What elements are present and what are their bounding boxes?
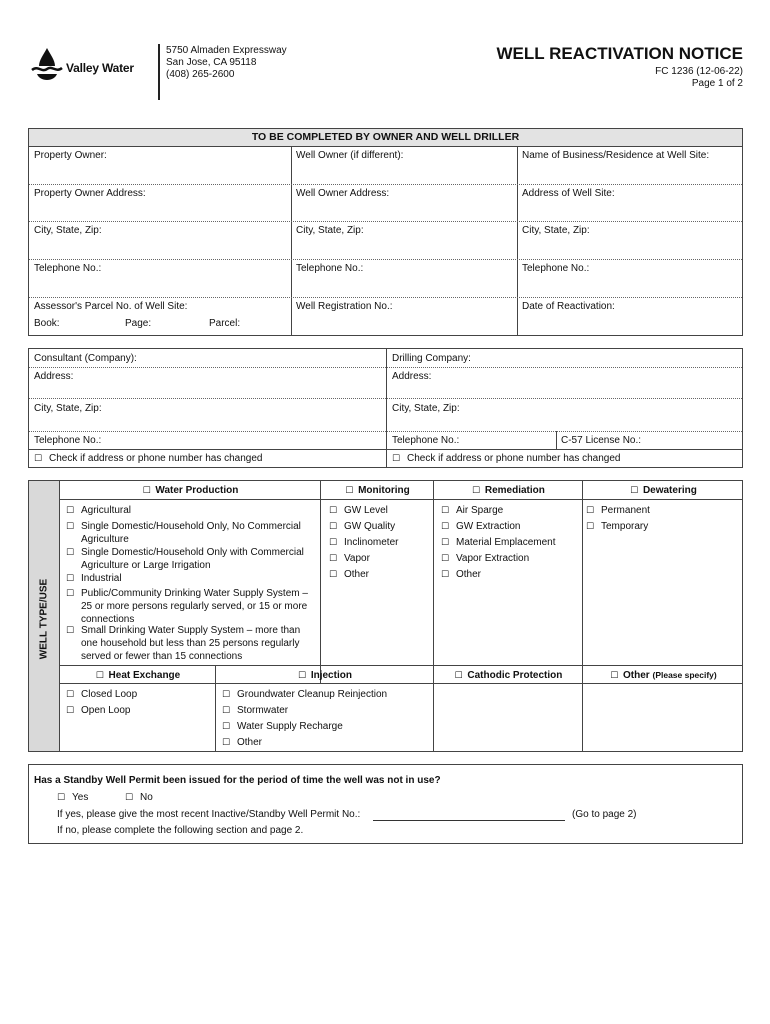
checkbox-icon: ☐ [472,486,481,496]
address-line-2: San Jose, CA 95118 [166,57,257,68]
address-line-1: 5750 Almaden Expressway [166,45,287,56]
license-field[interactable]: C-57 License No.: [561,435,642,446]
owner-city-field[interactable]: City, State, Zip: [34,225,102,236]
driller-changed-checkbox[interactable]: ☐ Check if address or phone number has changed [392,453,621,464]
rem-item-material-emplacement[interactable]: ☐ Material Emplacement [441,537,556,548]
standby-permit-section [28,764,743,844]
owner-driller-section [28,128,743,336]
checkbox-icon: ☐ [222,690,231,700]
heat-exchange-heading[interactable]: ☐ Heat Exchange [95,670,181,681]
mon-item-inclinometer[interactable]: ☐ Inclinometer [329,537,399,548]
form-title: WELL REACTIVATION NOTICE [496,44,743,63]
checkbox-icon: ☐ [142,486,151,496]
checkbox-icon: ☐ [329,554,338,564]
driller-address-field[interactable]: Address: [392,371,432,382]
wp-item-small-supply[interactable]: ☐ Small Drinking Water Supply System – more than one household but less than 25 persons regularly served or fewer than 15 connections [66,625,301,662]
checkbox-icon: ☐ [222,706,231,716]
checkbox-icon: ☐ [34,454,43,464]
remediation-heading[interactable]: ☐ Remediation [472,485,545,496]
checkbox-icon: ☐ [66,706,75,716]
driller-phone-field[interactable]: Telephone No.: [392,435,460,446]
checkbox-icon: ☐ [66,574,75,584]
checkbox-icon: ☐ [329,522,338,532]
parcel-field[interactable]: Parcel: [209,318,241,329]
dewatering-heading[interactable]: ☐ Dewatering [630,485,697,496]
reactivation-date-field[interactable]: Date of Reactivation: [522,301,615,312]
wp-item-public-supply[interactable]: ☐ Public/Community Drinking Water Supply System – 25 or more persons regularly served, or 15 or more connections [66,588,308,625]
checkbox-icon: ☐ [95,671,104,681]
rem-item-vapor-extraction[interactable]: ☐ Vapor Extraction [441,553,530,564]
standby-if-no: If no, please complete the following section and page 2. [57,825,304,836]
standby-no-checkbox[interactable]: ☐ No [125,792,153,803]
header-divider [158,44,160,100]
valley-water-logo [30,46,150,86]
checkbox-icon: ☐ [586,522,595,532]
water-production-heading[interactable]: ☐ Water Production [142,485,239,496]
inj-item-other[interactable]: ☐ Other [222,737,263,748]
well-owner-phone-field[interactable]: Telephone No.: [296,263,364,274]
checkbox-icon: ☐ [66,522,75,532]
well-site-address-field[interactable]: Address of Well Site: [522,188,615,199]
owner-section-heading: TO BE COMPLETED BY OWNER AND WELL DRILLER [29,129,742,147]
consultant-phone-field[interactable]: Telephone No.: [34,435,102,446]
checkbox-icon: ☐ [586,506,595,516]
checkbox-icon: ☐ [329,506,338,516]
checkbox-icon: ☐ [298,671,307,681]
logo-text: Valley Water [66,61,134,75]
consultant-changed-checkbox[interactable]: ☐ Check if address or phone number has changed [34,453,263,464]
heat-item-closed-loop[interactable]: ☐ Closed Loop [66,689,138,700]
mon-item-gw-level[interactable]: ☐ GW Level [329,505,388,516]
monitoring-heading[interactable]: ☐ Monitoring [345,485,410,496]
injection-heading[interactable]: ☐ Injection [298,670,352,681]
checkbox-icon: ☐ [441,538,450,548]
checkbox-icon: ☐ [454,671,463,681]
driller-city-field[interactable]: City, State, Zip: [392,403,460,414]
checkbox-icon: ☐ [441,522,450,532]
checkbox-icon: ☐ [222,722,231,732]
inj-item-recharge[interactable]: ☐ Water Supply Recharge [222,721,343,732]
checkbox-icon: ☐ [392,454,401,464]
checkbox-icon: ☐ [610,671,619,681]
agency-phone: (408) 265-2600 [166,69,235,80]
inj-item-cleanup[interactable]: ☐ Groundwater Cleanup Reinjection [222,689,388,700]
agency-address [166,45,287,81]
cathodic-protection-heading[interactable]: ☐ Cathodic Protection [454,670,563,681]
other-heading[interactable]: ☐ Other (Please specify) [610,670,717,681]
parcel-number-field[interactable]: Assessor's Parcel No. of Well Site: [34,301,188,312]
well-registration-field[interactable]: Well Registration No.: [296,301,393,312]
heat-item-open-loop[interactable]: ☐ Open Loop [66,705,131,716]
checkbox-icon: ☐ [66,626,75,636]
checkbox-icon: ☐ [441,506,450,516]
checkbox-icon: ☐ [125,793,134,803]
standby-yes-checkbox[interactable]: ☐ Yes [57,792,89,803]
consultant-city-field[interactable]: City, State, Zip: [34,403,102,414]
mon-item-other[interactable]: ☐ Other [329,569,370,580]
rem-item-air-sparge[interactable]: ☐ Air Sparge [441,505,504,516]
well-type-side-panel [29,481,60,751]
checkbox-icon: ☐ [66,548,75,558]
dew-item-permanent[interactable]: ☐ Permanent [586,505,650,516]
well-site-city-field[interactable]: City, State, Zip: [522,225,590,236]
checkbox-icon: ☐ [441,570,450,580]
inj-item-stormwater[interactable]: ☐ Stormwater [222,705,289,716]
standby-if-yes: If yes, please give the most recent Inactive/Standby Well Permit No.: [57,809,361,820]
wp-item-industrial[interactable]: ☐ Industrial [66,573,122,584]
checkbox-icon: ☐ [222,738,231,748]
consultant-field[interactable]: Consultant (Company): [34,353,137,364]
checkbox-icon: ☐ [57,793,66,803]
business-name-field[interactable]: Name of Business/Residence at Well Site: [522,150,710,161]
drilling-company-field[interactable]: Drilling Company: [392,353,471,364]
mon-item-vapor[interactable]: ☐ Vapor [329,553,370,564]
checkbox-icon: ☐ [66,690,75,700]
goto-page-2: (Go to page 2) [572,809,637,820]
form-code: FC 1236 (12-06-22) [655,66,743,77]
well-type-section [28,480,743,752]
checkbox-icon: ☐ [329,538,338,548]
checkbox-icon: ☐ [329,570,338,580]
checkbox-icon: ☐ [345,486,354,496]
checkbox-icon: ☐ [66,506,75,516]
well-owner-address-field[interactable]: Well Owner Address: [296,188,390,199]
rem-item-gw-extraction[interactable]: ☐ GW Extraction [441,521,521,532]
property-owner-address-field[interactable]: Property Owner Address: [34,188,146,199]
page-number: Page 1 of 2 [691,78,743,89]
standby-question: Has a Standby Well Permit been issued for the period of time the well was not in use? [34,775,441,786]
checkbox-icon: ☐ [66,589,75,599]
wp-item-single-domestic[interactable]: ☐ Single Domestic/Household Only, No Commercial Agriculture [66,521,301,545]
consultant-driller-section [28,348,743,468]
rem-item-other[interactable]: ☐ Other [441,569,482,580]
dew-item-temporary[interactable]: ☐ Temporary [586,521,649,532]
consultant-address-field[interactable]: Address: [34,371,74,382]
checkbox-icon: ☐ [441,554,450,564]
wp-item-domestic-commercial[interactable]: ☐ Single Domestic/Household Only with Commercial Agriculture or Large Irrigation [66,547,304,571]
page-field[interactable]: Page: [125,318,152,329]
standby-permit-number-field[interactable] [373,820,565,821]
checkbox-icon: ☐ [630,486,639,496]
wp-item-agricultural[interactable]: ☐ Agricultural [66,505,132,516]
owner-phone-field[interactable]: Telephone No.: [34,263,102,274]
well-site-phone-field[interactable]: Telephone No.: [522,263,590,274]
well-type-label: WELL TYPE/USE [38,578,50,660]
book-field[interactable]: Book: [34,318,60,329]
property-owner-field[interactable]: Property Owner: [34,150,107,161]
water-drop-icon [30,46,64,86]
well-owner-city-field[interactable]: City, State, Zip: [296,225,364,236]
mon-item-gw-quality[interactable]: ☐ GW Quality [329,521,396,532]
well-owner-field[interactable]: Well Owner (if different): [296,150,404,161]
